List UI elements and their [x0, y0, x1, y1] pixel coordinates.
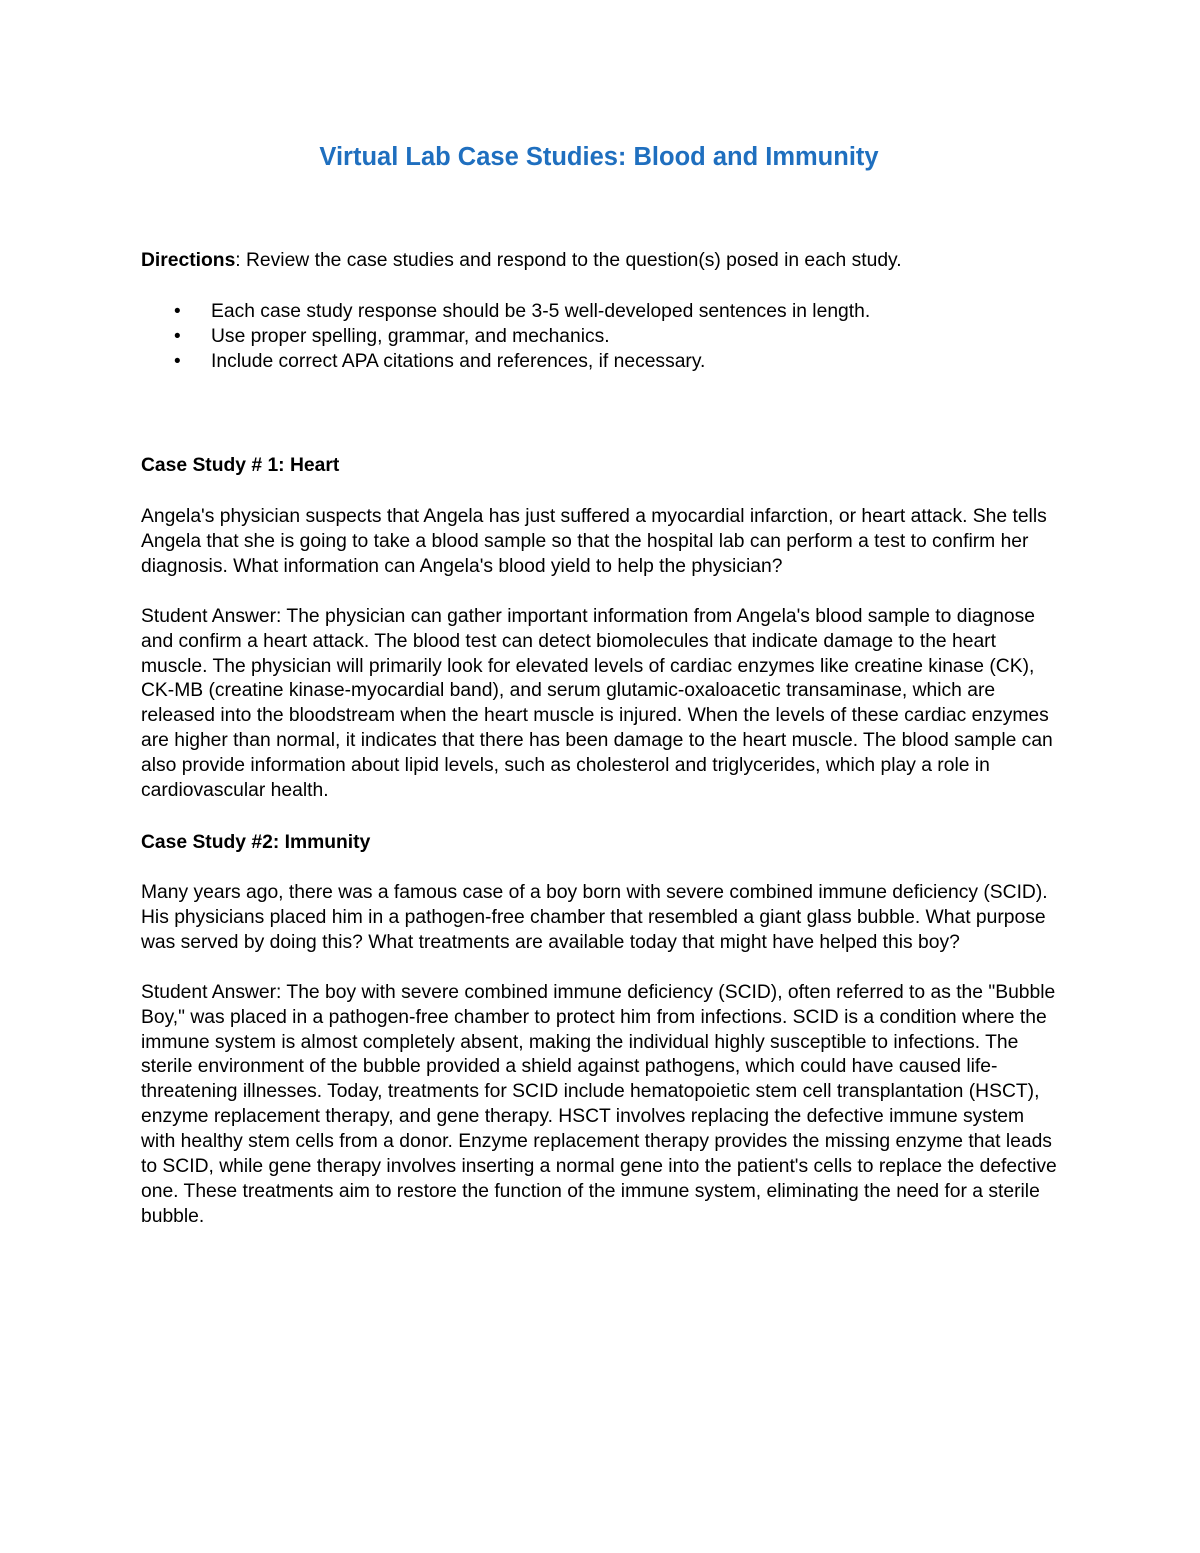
- case-study-2-answer: Student Answer: The boy with severe combined immune deficiency (SCID), often referred to as the "Bubble Boy," was placed in a pathogen-free chamber to protect him from infections. SCID is a condition where the immune system is almost completely absent, making the individual highly susceptible to infections. The sterile environment of the bubble provided a shield against pathogens, which could have caused life-threatening illnesses. Today, treatments for SCID include hematopoietic stem cell transplantation (HSCT), enzyme replacement therapy, and gene therapy. HSCT involves replacing the defective immune system with healthy stem cells from a donor. Enzyme replacement therapy provides the missing enzyme that leads to SCID, while gene therapy involves inserting a normal gene into the patient's cells to replace the defective one. These treatments aim to restore the function of the immune system, eliminating the need for a sterile bubble.: [141, 981, 1057, 1227]
- case-study-1-answer: Student Answer: The physician can gather important information from Angela's blood sample to diagnose and confirm a heart attack. The blood test can detect biomolecules that indicate damage to the heart muscle. The physician will primarily look for elevated levels of cardiac enzymes like creatine kinase (CK), CK-MB (creatine kinase-myocardial band), and serum glutamic-oxaloacetic transaminase, which are released into the bloodstream when the heart muscle is injured. When the levels of these cardiac enzymes are higher than normal, it indicates that there has been damage to the heart muscle. The blood sample can also provide information about lipid levels, such as cholesterol and triglycerides, which play a role in cardiovascular health.: [141, 605, 1053, 802]
- list-item: [141, 299, 1061, 324]
- bullet-icon: •: [174, 326, 181, 347]
- list-item-text: Include correct APA citations and references, if necessary.: [211, 351, 706, 372]
- list-item-text: Use proper spelling, grammar, and mechanics.: [211, 326, 610, 347]
- document-body: [141, 138, 1061, 1230]
- list-item: [141, 349, 1061, 374]
- directions-text: : Review the case studies and respond to the question(s) posed in each study.: [235, 250, 902, 271]
- list-item: [141, 324, 1061, 349]
- case-study-1-heading: Case Study # 1: Heart: [141, 455, 340, 476]
- list-item-text: Each case study response should be 3-5 well-developed sentences in length.: [211, 301, 871, 322]
- document-title: Virtual Lab Case Studies: Blood and Immunity: [319, 143, 879, 171]
- bullet-icon: •: [174, 301, 181, 322]
- case-study-2-question: Many years ago, there was a famous case of a boy born with severe combined immune deficiency (SCID). His physicians placed him in a pathogen-free chamber that resembled a giant glass bubble. What purpose was served by doing this? What treatments are available today that might have helped this boy?: [141, 881, 1048, 953]
- directions-paragraph: [141, 248, 1061, 273]
- bullet-icon: •: [174, 351, 181, 372]
- case-study-1-question: Angela's physician suspects that Angela has just suffered a myocardial infarction, or heart attack. She tells Angela that she is going to take a blood sample so that the hospital lab can perform a test to confirm her diagnosis. What information can Angela's blood yield to help the physician?: [141, 506, 1047, 577]
- directions-label: Directions: [141, 250, 236, 271]
- requirements-list: [141, 299, 1061, 374]
- case-study-2-heading: Case Study #2: Immunity: [141, 831, 371, 853]
